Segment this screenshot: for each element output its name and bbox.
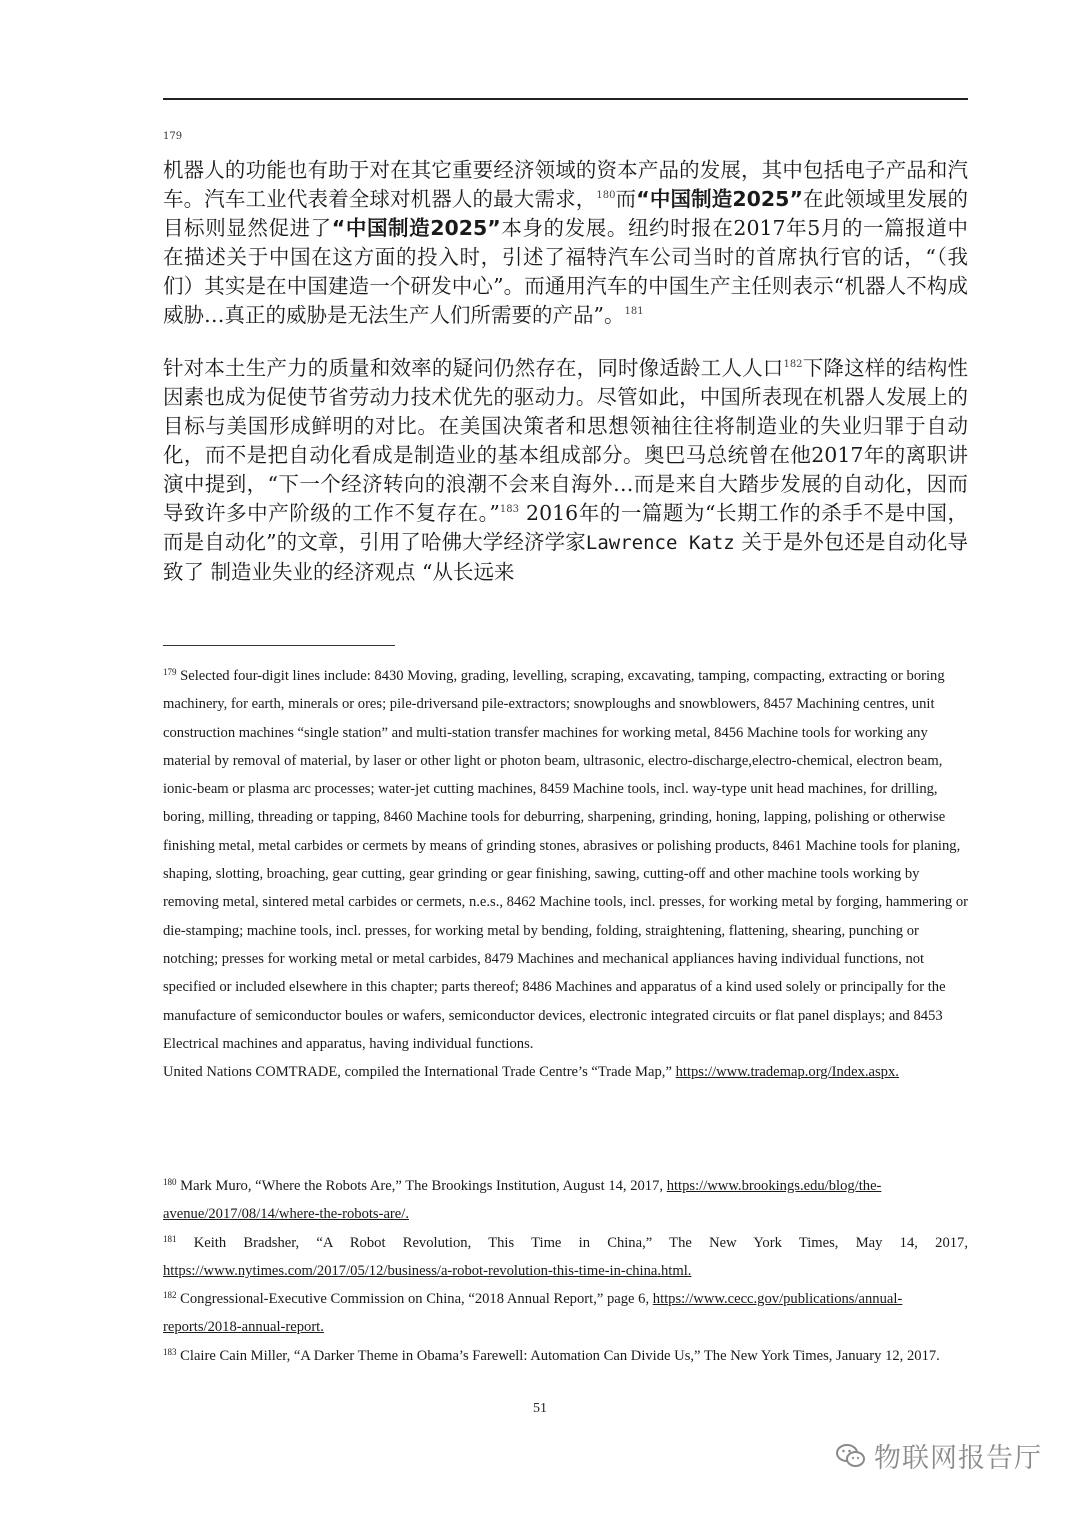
footnote-text: Mark Muro, “Where the Robots Are,” The Brookings Institution, August 14, 2017,	[180, 1178, 664, 1194]
carried-footnote-ref: 179	[163, 131, 183, 142]
footnote-link[interactable]: https://www.cecc.gov/publications/annual-reports/2018-annual-report.	[163, 1291, 903, 1336]
footnote-link[interactable]: https://www.nytimes.com/2017/05/12/business/a-robot-revolution-this-time-in-china.html.	[163, 1262, 692, 1279]
page-number: 51	[533, 1401, 547, 1416]
footnotes-block-1	[163, 662, 968, 1086]
p1-text-3: 在此领域里发展的目标则显然促进了	[163, 187, 969, 240]
p2-text-1: 针对本土生产力的质量和效率的疑问仍然存在，同时像适龄工人人口	[163, 356, 784, 380]
footnote-ref-183[interactable]: 183	[499, 504, 519, 515]
p1-text-1: 机器人的功能也有助于对在其它重要经济领域的资本产品的发展，其中包括电子产品和汽车。汽车工业代表着全球对机器人的最大需求，	[163, 158, 968, 211]
p2-text-3: 2016年的一篇题为“长期工作的杀手不是中国，而是自动化”的文章，引用了哈佛大学经济学家	[163, 501, 968, 554]
person-name: Lawrence Katz	[585, 532, 735, 554]
footnote-link[interactable]: https://www.trademap.org/Index.aspx.	[675, 1064, 899, 1081]
watermark-text: 物联网报告厅	[874, 1443, 1042, 1474]
footnote-text: Claire Cain Miller, “A Darker Theme in Obama’s Farewell: Automation Can Divide Us,” The New York Times, January 12, 2017.	[180, 1347, 940, 1364]
footnote-ref-181[interactable]: 181	[624, 306, 644, 317]
footnote-separator	[163, 645, 395, 646]
paragraph-1	[163, 156, 968, 330]
header-rule	[163, 98, 968, 100]
footnote-text: Keith Bradsher, “A Robot Revolution, This Time in China,” The New York Times, May 14, 2017,	[193, 1234, 968, 1251]
wechat-icon	[836, 1443, 866, 1469]
footnote-number: 181	[163, 1233, 177, 1244]
footnote-ref-182[interactable]: 182	[783, 359, 803, 370]
p1-text-2: 而	[615, 187, 637, 211]
footnote-ref-180[interactable]: 180	[596, 190, 616, 201]
watermark	[836, 1436, 1042, 1475]
footnote-183	[163, 1342, 968, 1370]
p2-text-2: 下降这样的结构性因素也成为促使节省劳动力技术优先的驱动力。尽管如此，中国所表现在机器人发展上的目标与美国形成鲜明的对比。在美国决策者和思想领袖往往将制造业的失业归罪于自动化，而不是把自动化看成是制造业的基本组成部分。奥巴马总统曾在他2017年的离职讲演中提到，“下一个经济转向的浪潮不会来自海外…而是来自大踏步发展的自动化，因而导致许多中产阶级的工作不复存在。”	[163, 356, 969, 525]
made-in-china-2025-term-2: “中国制造2025”	[331, 216, 501, 240]
footnote-source: United Nations COMTRADE, compiled the International Trade Centre’s “Trade Map,”	[163, 1064, 672, 1081]
footnote-link[interactable]: https://www.brookings.edu/blog/the-avenue/2017/08/14/where-the-robots-are/.	[163, 1178, 882, 1223]
p2-text-4: 关于是外包还是自动化导致了 制造业失业的经济观点 “从长远来	[163, 530, 968, 584]
footnote-number: 180	[163, 1177, 177, 1187]
footnote-number: 182	[163, 1290, 177, 1301]
footnote-number: 179	[163, 667, 177, 677]
paragraph-2	[163, 354, 968, 587]
footnote-182	[163, 1285, 968, 1342]
footnote-180	[163, 1172, 968, 1229]
footnote-text: Congressional-Executive Commission on China, “2018 Annual Report,” page 6,	[180, 1291, 650, 1308]
footnote-number: 183	[163, 1346, 177, 1357]
footnote-179	[163, 662, 968, 1086]
footnotes-block-2	[163, 1172, 968, 1370]
p1-text-4: 本身的发展。纽约时报在2017年5月的一篇报道中在描述关于中国在这方面的投入时，引述了福特汽车公司当时的首席执行官的话，“（我们）其实是在中国建造一个研发中心”。而通用汽车的中国生产主任则表示“机器人不构成威胁…真正的威胁是无法生产人们所需要的产品”。	[163, 216, 968, 327]
footnote-181	[163, 1229, 968, 1286]
footnote-text: Selected four-digit lines include: 8430 Moving, grading, levelling, scraping, excavating, tamping, compacting, extracting or boring machinery, for earth, minerals or ores; pile-driversand pile-extractors; snowploughs and snowblowers, 8457 Machining centres, unit construction machines “single station” and multi-station transfer machines for working metal, 8456 Machine tools for working any material by removal of material, by laser or other light or photon beam, ultrasonic, electro-discharge,electro-chemical, electron beam, ionic-beam or plasma arc processes; water-jet cutting machines, 8459 Machine tools, incl. way-type unit head machines, for drilling, boring, milling, threading or tapping, 8460 Machine tools for deburring, sharpening, grinding, honing, lapping, polishing or otherwise finishing metal, metal carbides or cermets by means of grinding stones, abrasives or polishing products, 8461 Machine tools for planing, shaping, slotting, broaching, gear cutting, gear grinding or gear finishing, sawing, cutting-off and other machine tools working by removing metal, sintered metal carbides or cermets, n.e.s., 8462 Machine tools, incl. presses, for working metal by forging, hammering or die-stamping; machine tools, incl. presses, for working metal by bending, folding, straightening, flattening, shearing, punching or notching; presses for working metal or metal carbides, 8479 Machines and mechanical appliances having individual functions, not specified or included elsewhere in this chapter; parts thereof; 8486 Machines and apparatus of a kind used solely or principally for the manufacture of semiconductor boules or wafers, semiconductor devices, electronic integrated circuits or flat panel displays; and 8453 Electrical machines and apparatus, having individual functions.	[163, 668, 969, 1052]
made-in-china-2025-term: “中国制造2025”	[636, 187, 803, 211]
